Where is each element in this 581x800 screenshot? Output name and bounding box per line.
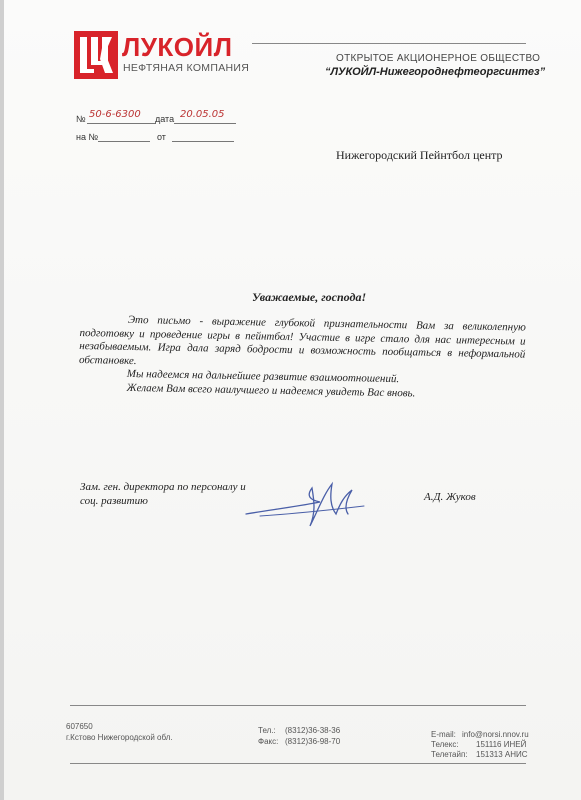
addressee: Нижегородский Пейнтбол центр	[336, 148, 503, 162]
ref-no-value: 50-6-6300	[89, 109, 141, 120]
brand-name: ЛУКОЙЛ	[122, 32, 233, 62]
footer-rule-top	[70, 705, 526, 706]
footer-rule-bottom	[70, 763, 526, 764]
footer-teletype-label: Телетайп:	[431, 750, 468, 759]
footer-fax-label: Факс:	[258, 737, 279, 746]
footer-postcode: 607650	[66, 722, 93, 731]
reply-no-label: на №	[76, 132, 99, 142]
footer-telex-label: Телекс:	[431, 740, 459, 749]
body-paragraph-1: Это письмо - выражение глубокой признательности Вам за великолепную подготовку и проведение игры в пейнтбол! Участие в игре стало для нас интересным и незабываемым. Игра дала заряд бодрости и возможность пообщаться в неформальной обстановке.	[78, 313, 526, 367]
company-name: “ЛУКОЙЛ-Нижегороднефтеоргсинтез”	[325, 66, 546, 78]
footer-email-label: E-mail:	[431, 730, 456, 739]
ref-date-value: 20.05.05	[180, 109, 225, 120]
header-rule	[252, 43, 526, 44]
signatory-position: Зам. ген. директора по персоналу и соц. развитию	[80, 481, 246, 507]
letter-body	[78, 313, 525, 403]
ref-date-line	[174, 123, 236, 124]
page-edge	[0, 0, 4, 800]
ref-date-label: дата	[155, 114, 175, 124]
ref-no-label: №	[76, 114, 86, 124]
lukoil-logo	[74, 31, 118, 79]
footer-address: г.Кстово Нижегородской обл.	[66, 733, 173, 742]
salutation: Уважаемые, господа!	[252, 290, 367, 304]
body-paragraph-2: Мы надеемся на дальнейшее развитие взаимоотношений.	[126, 367, 400, 386]
reply-no-line	[98, 141, 150, 142]
footer-teletype: 151313 АНИС	[476, 750, 528, 759]
handwritten-signature	[240, 470, 370, 537]
brand-subtitle: НЕФТЯНАЯ КОМПАНИЯ	[123, 62, 250, 74]
signatory-name: А.Д. Жуков	[424, 491, 476, 503]
reply-from-label: от	[157, 132, 166, 142]
reply-from-line	[172, 141, 234, 142]
footer-tel: (8312)36-38-36	[285, 726, 341, 735]
footer-tel-label: Тел.:	[258, 726, 276, 735]
footer-email: info@norsi.nnov.ru	[462, 730, 529, 739]
footer-telex: 151116 ИНЕЙ	[476, 740, 527, 749]
footer-fax: (8312)36-98-70	[285, 737, 341, 746]
ref-no-line	[87, 123, 155, 124]
body-paragraph-3: Желаем Вам всего наилучшего и надеемся увидеть Вас вновь.	[126, 381, 416, 399]
company-type: ОТКРЫТОЕ АКЦИОНЕРНОЕ ОБЩЕСТВО	[336, 53, 541, 64]
